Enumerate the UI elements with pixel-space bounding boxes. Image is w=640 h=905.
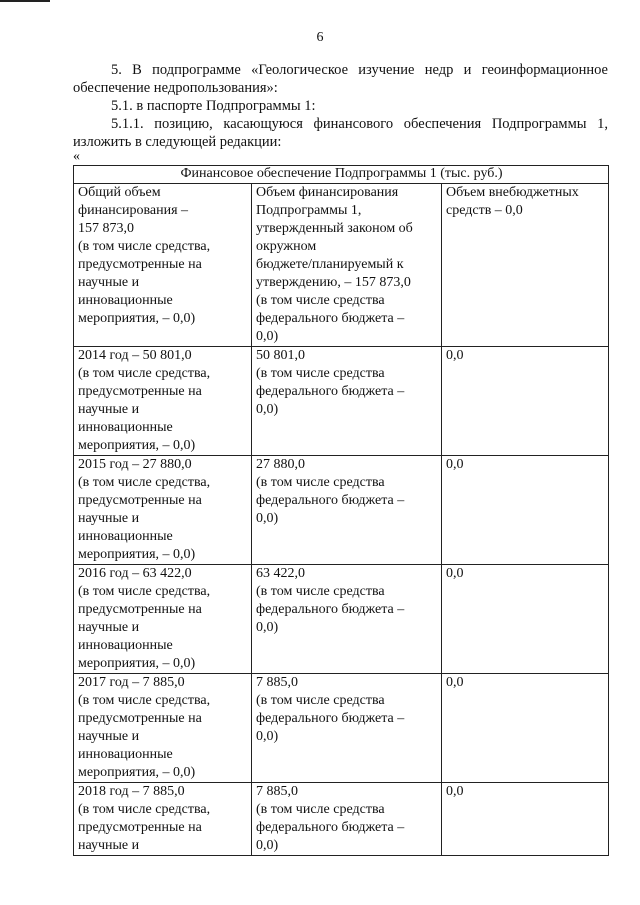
cell-text-line: предусмотренные на xyxy=(78,384,202,399)
cell-text-line: (в том числе средства, xyxy=(78,366,211,381)
cell-text-line: утвержденный законом об xyxy=(256,221,413,236)
cell-text-line: федерального бюджета – xyxy=(256,384,405,399)
year-total-cell xyxy=(74,565,252,674)
table-row xyxy=(74,674,609,783)
cell-text-line: (в том числе средства xyxy=(256,366,385,381)
cell-text-line: 7 885,0 xyxy=(256,675,298,690)
cell-text-line: научные и xyxy=(78,620,140,635)
extrabudgetary-funding-cell xyxy=(442,184,609,347)
paragraph-5: 5. В подпрограмме «Геологическое изучение недр и геоинформационное обеспечение недропользования»: xyxy=(73,62,608,96)
table-row xyxy=(74,565,609,674)
year-total-cell xyxy=(74,347,252,456)
cell-text-line: федерального бюджета – xyxy=(256,493,405,508)
cell-text-line: 2016 год – 63 422,0 xyxy=(78,566,192,581)
cell-text-line: инновационные xyxy=(78,747,173,762)
document-body xyxy=(73,61,608,163)
cell-text-line: утверждению, – 157 873,0 xyxy=(256,275,411,290)
cell-text-line: мероприятия, – 0,0) xyxy=(78,438,196,453)
cell-text-line: инновационные xyxy=(78,638,173,653)
year-extrabudgetary-cell: 0,0 xyxy=(442,565,609,674)
paragraph-5-1-1: 5.1.1. позицию, касающуюся финансового обеспечения Подпрограммы 1, изложить в следующей редакции: xyxy=(73,116,608,150)
cell-text-line: 0,0) xyxy=(256,402,279,417)
cell-text-line: (в том числе средства, xyxy=(78,584,211,599)
top-left-rule xyxy=(0,0,50,2)
cell-text-line: (в том числе средства xyxy=(256,475,385,490)
cell-text-line: финансирования – xyxy=(78,203,189,218)
cell-text-line: 2018 год – 7 885,0 xyxy=(78,784,185,799)
cell-text-line: окружном xyxy=(256,239,317,254)
cell-text-line: мероприятия, – 0,0) xyxy=(78,311,196,326)
cell-text-line: Объем финансирования xyxy=(256,185,399,200)
cell-text-line: мероприятия, – 0,0) xyxy=(78,765,196,780)
cell-text-line: (в том числе средства, xyxy=(78,239,211,254)
cell-text-line: научные и xyxy=(78,838,140,853)
cell-text-line: федерального бюджета – xyxy=(256,311,405,326)
cell-text-line: мероприятия, – 0,0) xyxy=(78,656,196,671)
cell-text-line: 27 880,0 xyxy=(256,457,305,472)
year-subprogram-cell xyxy=(252,347,442,456)
year-extrabudgetary-cell: 0,0 xyxy=(442,674,609,783)
cell-text-line: 63 422,0 xyxy=(256,566,305,581)
table-header-row xyxy=(74,184,609,347)
table-row xyxy=(74,783,609,856)
cell-text-line: инновационные xyxy=(78,529,173,544)
cell-text-line: предусмотренные на xyxy=(78,257,202,272)
year-total-cell xyxy=(74,456,252,565)
year-total-cell xyxy=(74,783,252,856)
cell-text-line: 2015 год – 27 880,0 xyxy=(78,457,192,472)
cell-text-line: 0,0) xyxy=(256,729,279,744)
cell-text-line: научные и xyxy=(78,402,140,417)
cell-text-line: 7 885,0 xyxy=(256,784,298,799)
cell-text-line: Подпрограммы 1, xyxy=(256,203,362,218)
cell-text-line: (в том числе средства, xyxy=(78,802,211,817)
cell-text-line: предусмотренные на xyxy=(78,602,202,617)
cell-text-line: (в том числе средства xyxy=(256,802,385,817)
year-subprogram-cell xyxy=(252,783,442,856)
financing-table xyxy=(73,165,609,856)
cell-text-line: 0,0) xyxy=(256,511,279,526)
cell-text-line: предусмотренные на xyxy=(78,711,202,726)
year-extrabudgetary-cell: 0,0 xyxy=(442,783,609,856)
year-extrabudgetary-cell: 0,0 xyxy=(442,347,609,456)
cell-text-line: научные и xyxy=(78,511,140,526)
cell-text-line: федерального бюджета – xyxy=(256,602,405,617)
cell-text-line: 0,0) xyxy=(256,329,279,344)
cell-text-line: федерального бюджета – xyxy=(256,711,405,726)
cell-text-line: инновационные xyxy=(78,293,173,308)
cell-text-line: федерального бюджета – xyxy=(256,820,405,835)
year-subprogram-cell xyxy=(252,674,442,783)
cell-text-line: научные и xyxy=(78,729,140,744)
cell-text-line: 0,0) xyxy=(256,838,279,853)
year-subprogram-cell xyxy=(252,565,442,674)
year-subprogram-cell xyxy=(252,456,442,565)
cell-text-line: (в том числе средства xyxy=(256,693,385,708)
cell-text-line: 0,0) xyxy=(256,620,279,635)
cell-text-line: бюджете/планируемый к xyxy=(256,257,404,272)
subprogram-funding-cell xyxy=(252,184,442,347)
cell-text-line: (в том числе средства, xyxy=(78,475,211,490)
cell-text-line: 2017 год – 7 885,0 xyxy=(78,675,185,690)
cell-text-line: предусмотренные на xyxy=(78,820,202,835)
opening-quote-mark: « xyxy=(73,149,80,164)
cell-text-line: (в том числе средства, xyxy=(78,693,211,708)
cell-text-line: мероприятия, – 0,0) xyxy=(78,547,196,562)
page-number: 6 xyxy=(316,30,324,45)
cell-text-line: 157 873,0 xyxy=(78,221,134,236)
cell-text-line: средств – 0,0 xyxy=(446,203,523,218)
table-row xyxy=(74,347,609,456)
paragraph-5-1: 5.1. в паспорте Подпрограммы 1: xyxy=(111,98,316,114)
cell-text-line: 50 801,0 xyxy=(256,348,305,363)
cell-text-line: инновационные xyxy=(78,420,173,435)
cell-text-line: (в том числе средства xyxy=(256,293,385,308)
cell-text-line: Общий объем xyxy=(78,185,161,200)
table-row xyxy=(74,456,609,565)
cell-text-line: Объем внебюджетных xyxy=(446,185,579,200)
total-funding-cell xyxy=(74,184,252,347)
cell-text-line: 2014 год – 50 801,0 xyxy=(78,348,192,363)
year-total-cell xyxy=(74,674,252,783)
table-caption: Финансовое обеспечение Подпрограммы 1 (тыс. руб.) xyxy=(74,166,609,184)
cell-text-line: (в том числе средства xyxy=(256,584,385,599)
year-extrabudgetary-cell: 0,0 xyxy=(442,456,609,565)
cell-text-line: научные и xyxy=(78,275,140,290)
cell-text-line: предусмотренные на xyxy=(78,493,202,508)
